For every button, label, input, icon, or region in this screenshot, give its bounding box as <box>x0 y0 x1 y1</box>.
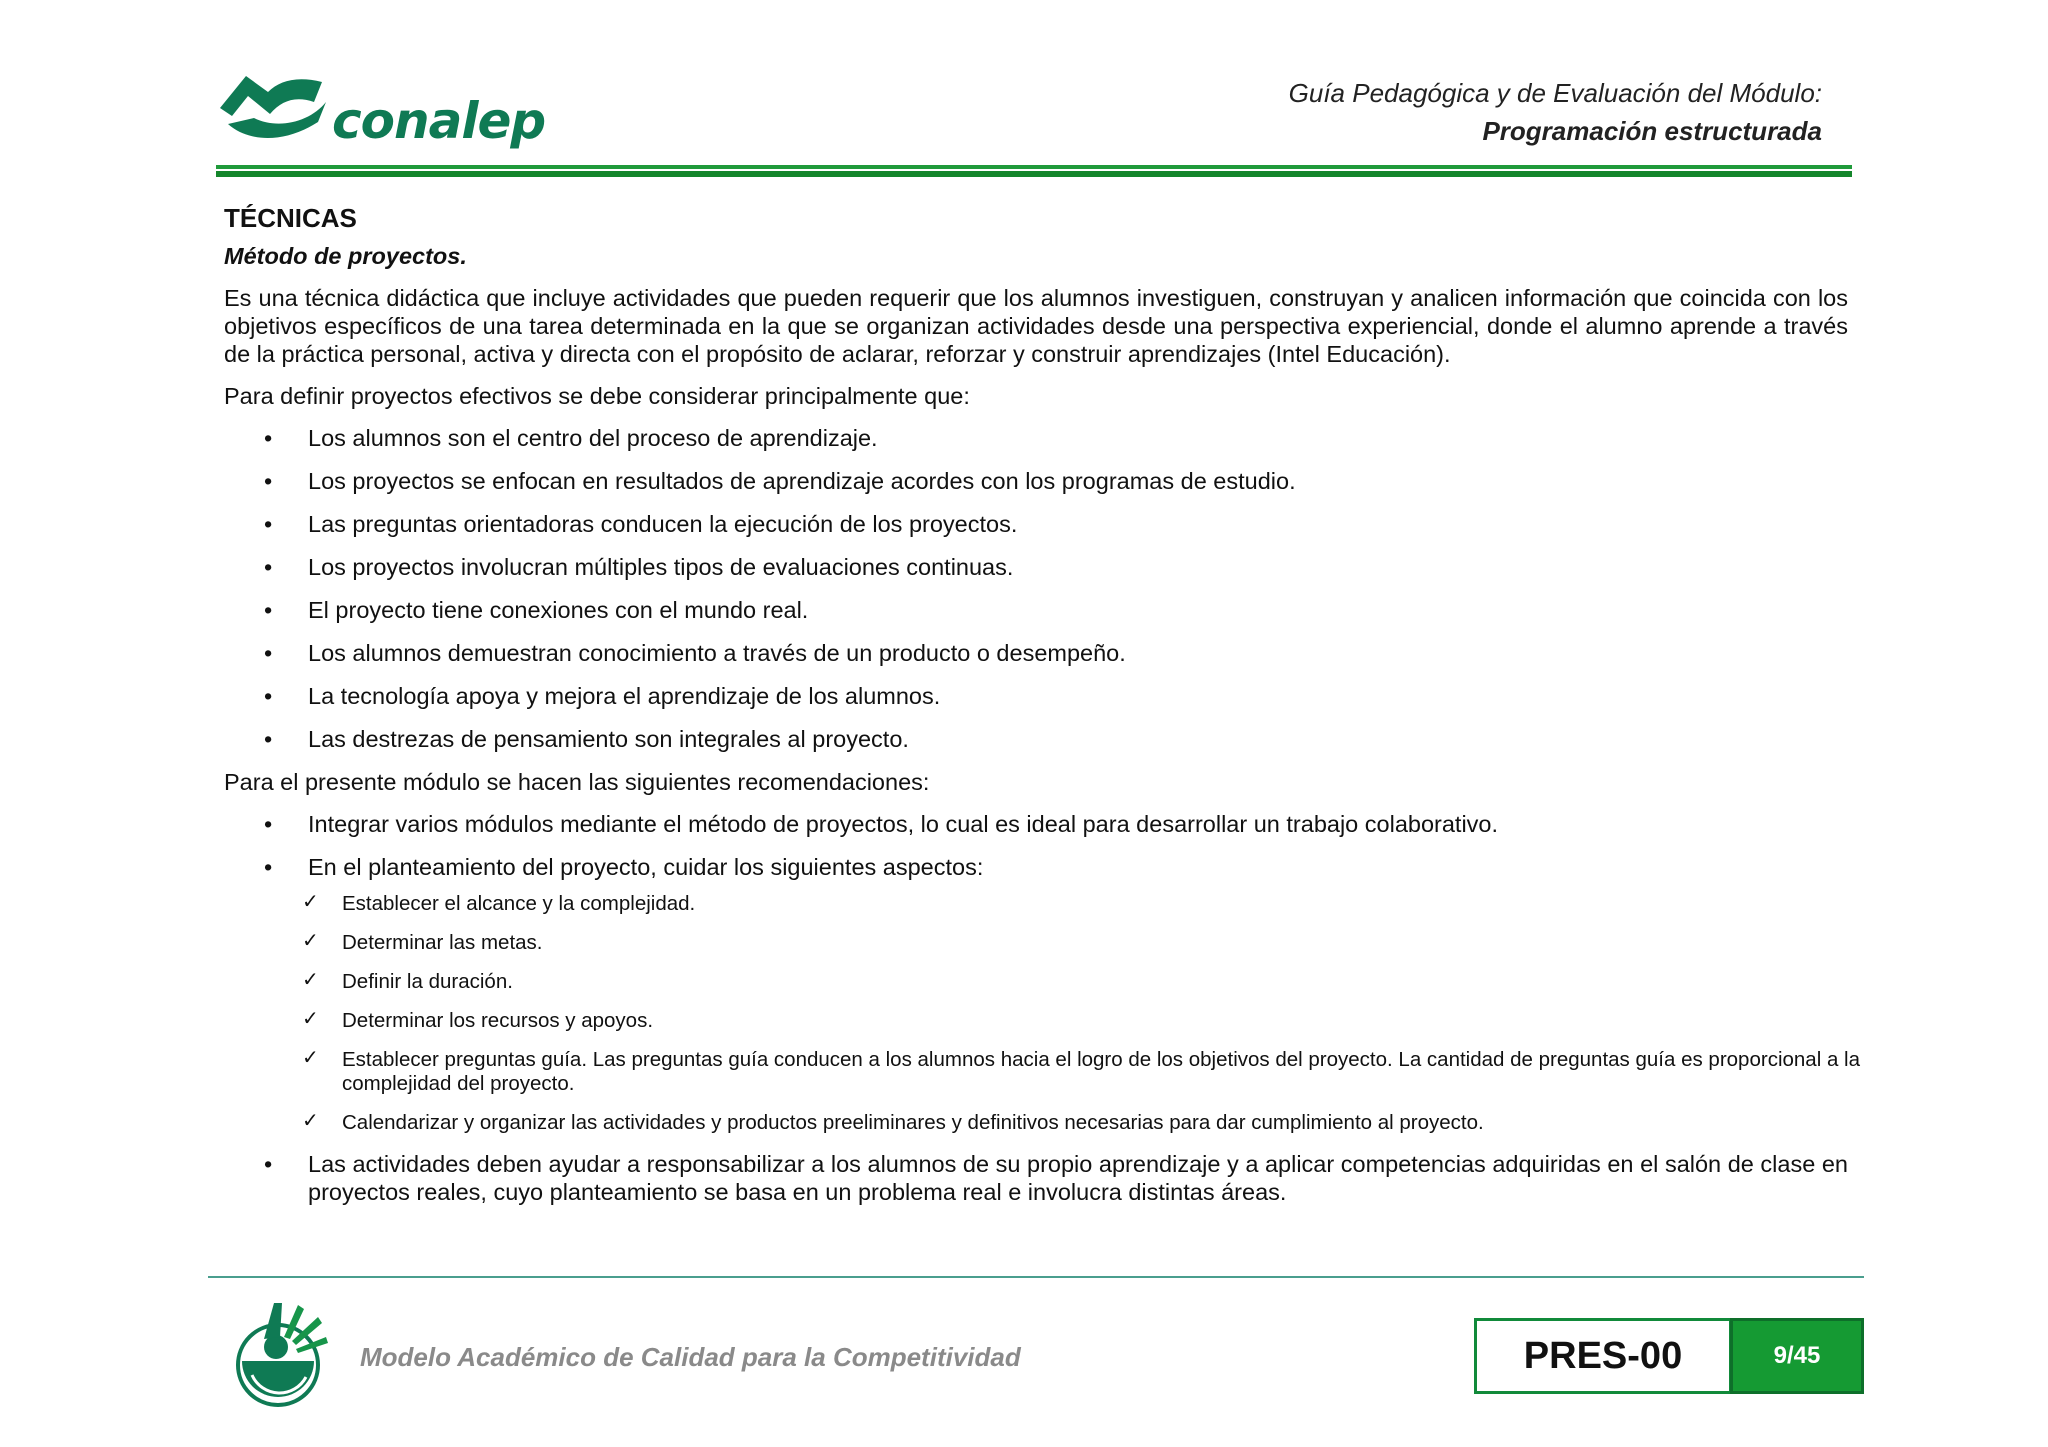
define-list <box>224 424 1848 753</box>
bullet-icon: • <box>264 811 273 837</box>
list-item: • Integrar varios módulos mediante el método de proyectos, lo cual es ideal para desarrollar un trabajo colaborativo. <box>264 811 1499 837</box>
list-item: • Los alumnos demuestran conocimiento a través de un producto o desempeño. <box>264 640 1126 666</box>
bullet-icon: • <box>264 468 273 494</box>
checkmark-icon: ✓ <box>302 891 319 913</box>
checklist-item: ✓ Determinar las metas. <box>302 930 543 954</box>
section-heading: TÉCNICAS <box>224 203 357 233</box>
bullet-icon: • <box>264 640 273 666</box>
checkmark-icon: ✓ <box>302 930 319 952</box>
list-item: • Los proyectos se enfocan en resultados de aprendizaje acordes con los programas de estudio. <box>264 468 1296 494</box>
bullet-icon: • <box>264 1151 273 1177</box>
define-lead-paragraph: Para definir proyectos efectivos se debe considerar principalmente que: <box>224 383 970 409</box>
checkmark-icon: ✓ <box>302 969 319 991</box>
recommend-lead-paragraph: Para el presente módulo se hacen las siguientes recomendaciones: <box>224 769 930 795</box>
list-item: • La tecnología apoya y mejora el aprendizaje de los alumnos. <box>264 683 941 709</box>
checklist-item: ✓ Establecer preguntas guía. Las preguntas guía conducen a los alumnos hacia el logro de los objetivos del proyecto. La cantidad de preguntas guía es proporcional a la complejidad del proyecto. <box>302 1047 1861 1095</box>
bullet-icon: • <box>264 683 273 709</box>
checkmark-icon: ✓ <box>302 1008 319 1030</box>
recommend-list-continued <box>224 1150 1848 1206</box>
checkmark-icon: ✓ <box>302 1110 319 1132</box>
list-item: • El proyecto tiene conexiones con el mundo real. <box>264 597 809 623</box>
list-item: • Los proyectos involucran múltiples tipos de evaluaciones continuas. <box>264 554 1014 580</box>
checklist-item: ✓ Determinar los recursos y apoyos. <box>302 1008 654 1032</box>
document-code: PRES-00 <box>1474 1318 1732 1394</box>
checkmark-icon: ✓ <box>302 1047 319 1069</box>
checklist-item: ✓ Definir la duración. <box>302 969 513 993</box>
header-title-line2: Programación estructurada <box>1482 116 1822 146</box>
page-number: 9/45 <box>1730 1318 1864 1394</box>
checklist-item: ✓ Calendarizar y organizar las actividades y productos preeliminares y definitivos necesarias para dar cumplimiento al proyecto. <box>302 1110 1484 1134</box>
list-item: • Las destrezas de pensamiento son integrales al proyecto. <box>264 726 909 752</box>
bullet-icon: • <box>264 854 273 880</box>
list-item: • En el planteamiento del proyecto, cuidar los siguientes aspectos: <box>264 854 984 880</box>
document-body <box>224 200 1861 1221</box>
list-item: • Las preguntas orientadoras conducen la ejecución de los proyectos. <box>264 511 1018 537</box>
logo-text: conalep <box>332 92 546 150</box>
aspects-checklist <box>224 891 1861 1135</box>
checklist-item: ✓ Establecer el alcance y la complejidad. <box>302 891 696 915</box>
conalep-logo-mark-icon <box>218 72 330 144</box>
document-header <box>1289 74 1822 150</box>
header-title-line1: Guía Pedagógica y de Evaluación del Módulo: <box>1288 78 1822 108</box>
footer-model-text: Modelo Académico de Calidad para la Competitividad <box>360 1342 1021 1372</box>
recommend-list <box>224 810 1848 881</box>
bullet-icon: • <box>264 511 273 537</box>
list-item: • Las actividades deben ayudar a responsabilizar a los alumnos de su propio aprendizaje y a aplicar competencias adquiridas en el salón de clase en proyectos reales, cuyo planteamiento se basa en un problema real e involucra distintas áreas. <box>264 1151 1848 1205</box>
conalep-logo <box>218 72 546 156</box>
intro-paragraph: Es una técnica didáctica que incluye actividades que pueden requerir que los alumnos investiguen, construyan y analicen información que coincida con los objetivos específicos de una tarea determinada en la que se organizan actividades desde una perspectiva experiencial, donde el alumno aprende a través de la práctica personal, activa y directa con el propósito de aclarar, reforzar y construir aprendizajes (Intel Educación). <box>224 285 1848 367</box>
bullet-icon: • <box>264 597 273 623</box>
footer-rule <box>208 1276 1864 1278</box>
section-subheading: Método de proyectos. <box>224 243 467 269</box>
bullet-icon: • <box>264 425 273 451</box>
bullet-icon: • <box>264 726 273 752</box>
bullet-icon: • <box>264 554 273 580</box>
academic-model-seal-icon <box>226 1295 336 1407</box>
list-item: • Los alumnos son el centro del proceso de aprendizaje. <box>264 425 878 451</box>
header-rule-thin <box>216 165 1852 169</box>
header-rule-thick <box>216 171 1852 177</box>
